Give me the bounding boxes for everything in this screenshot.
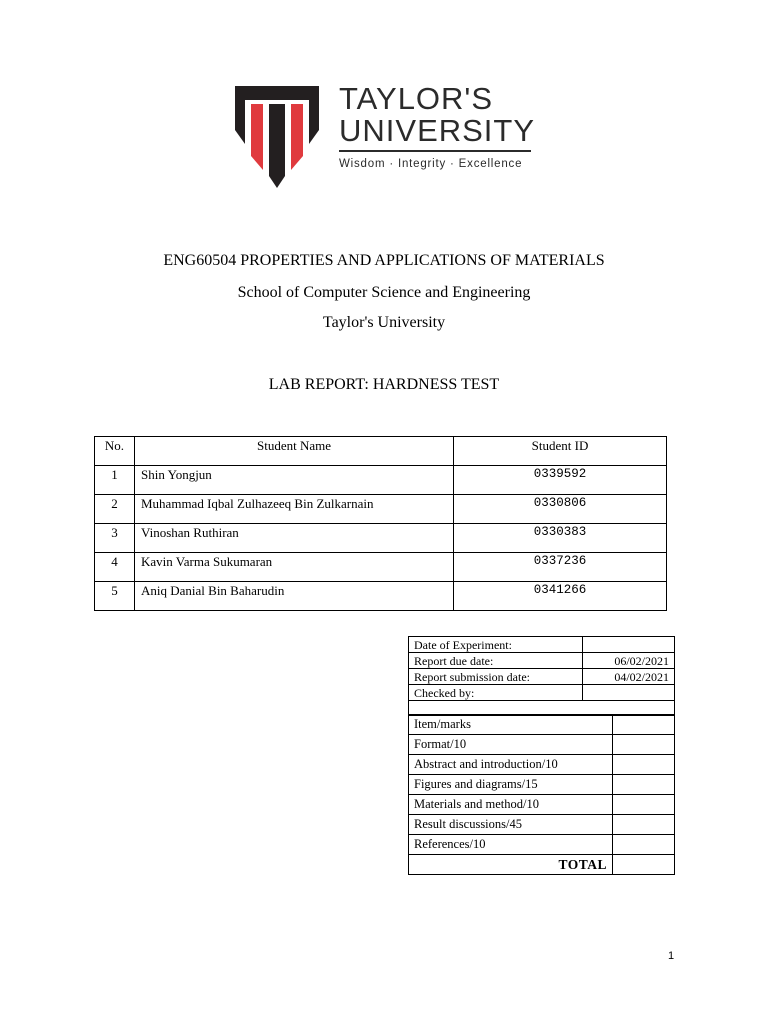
student-id: 0330806 — [454, 495, 667, 524]
marks-item-value — [613, 755, 675, 775]
due-date-value: 06/02/2021 — [583, 653, 675, 669]
student-no: 3 — [95, 524, 135, 553]
total-value — [613, 855, 675, 875]
marks-table — [408, 714, 675, 875]
header-student-id: Student ID — [454, 437, 667, 466]
logo-wordmark-line1: TAYLOR'S — [339, 81, 494, 116]
table-row — [95, 466, 667, 495]
marks-item-value — [613, 835, 675, 855]
table-row — [95, 553, 667, 582]
table-header-row — [95, 437, 667, 466]
university-logo — [235, 82, 535, 192]
total-row — [409, 855, 675, 875]
marks-item-label: Abstract and introduction/10 — [409, 755, 613, 775]
marks-item-value — [613, 775, 675, 795]
student-no: 4 — [95, 553, 135, 582]
student-no: 2 — [95, 495, 135, 524]
university-name: Taylor's University — [322, 314, 446, 331]
due-date-label: Report due date: — [409, 653, 583, 669]
logo-divider — [339, 150, 531, 152]
checked-by-label: Checked by: — [409, 685, 583, 701]
table-row — [95, 524, 667, 553]
student-name: Shin Yongjun — [135, 466, 454, 495]
table-row — [409, 669, 675, 685]
report-title: LAB REPORT: HARDNESS TEST — [268, 376, 500, 393]
table-row — [409, 715, 675, 735]
table-row — [409, 685, 675, 701]
logo-tagline: Wisdom · Integrity · Excellence — [339, 158, 523, 170]
marks-item-label: References/10 — [409, 835, 613, 855]
marks-item-label: Figures and diagrams/15 — [409, 775, 613, 795]
page-number: 1 — [668, 950, 675, 962]
table-row — [409, 835, 675, 855]
submission-date-label: Report submission date: — [409, 669, 583, 685]
experiment-date-label: Date of Experiment: — [409, 637, 583, 653]
table-row — [409, 735, 675, 755]
table-row — [409, 653, 675, 669]
table-row — [409, 795, 675, 815]
marks-item-label: Result discussions/45 — [409, 815, 613, 835]
school-name: School of Computer Science and Engineering — [237, 284, 531, 301]
student-name: Kavin Varma Sukumaran — [135, 553, 454, 582]
student-name: Aniq Danial Bin Baharudin — [135, 582, 454, 611]
student-id: 0330383 — [454, 524, 667, 553]
report-dates-table — [408, 636, 675, 716]
table-row — [409, 775, 675, 795]
logo-wordmark-line2: UNIVERSITY — [339, 113, 536, 148]
student-table — [94, 436, 667, 611]
marks-item-label: Format/10 — [409, 735, 613, 755]
student-id: 0339592 — [454, 466, 667, 495]
checked-by-value — [583, 685, 675, 701]
student-name: Muhammad Iqbal Zulhazeeq Bin Zulkarnain — [135, 495, 454, 524]
experiment-date-value — [583, 637, 675, 653]
marks-item-value — [613, 815, 675, 835]
marks-item-value — [613, 795, 675, 815]
student-name: Vinoshan Ruthiran — [135, 524, 454, 553]
taylors-emblem-icon — [235, 86, 319, 194]
student-no: 5 — [95, 582, 135, 611]
course-title: ENG60504 PROPERTIES AND APPLICATIONS OF MATERIALS — [163, 252, 605, 269]
table-row — [409, 755, 675, 775]
marks-item-value — [613, 715, 675, 735]
student-id: 0337236 — [454, 553, 667, 582]
table-row — [409, 815, 675, 835]
table-row — [95, 582, 667, 611]
student-no: 1 — [95, 466, 135, 495]
header-student-name: Student Name — [135, 437, 454, 466]
marks-item-label: Materials and method/10 — [409, 795, 613, 815]
total-label: TOTAL — [409, 855, 613, 875]
marks-item-value — [613, 735, 675, 755]
table-row — [95, 495, 667, 524]
submission-date-value: 04/02/2021 — [583, 669, 675, 685]
marks-item-label: Item/marks — [409, 715, 613, 735]
student-id: 0341266 — [454, 582, 667, 611]
table-row — [409, 637, 675, 653]
header-no: No. — [95, 437, 135, 466]
